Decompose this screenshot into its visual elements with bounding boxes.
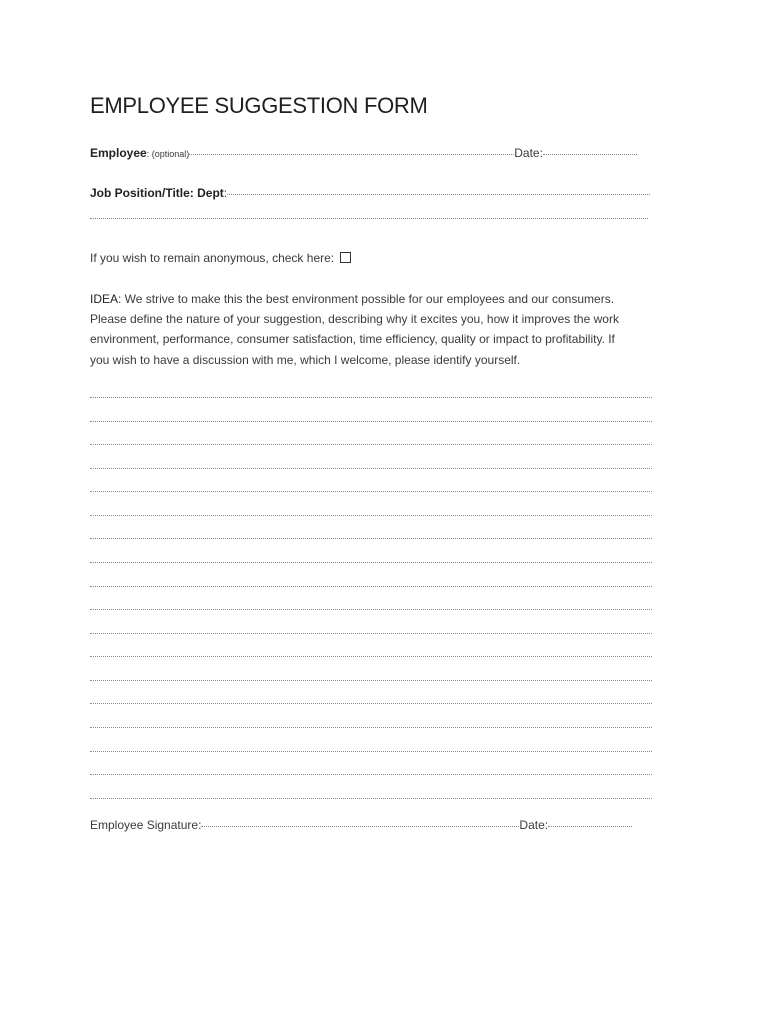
form-title: EMPLOYEE SUGGESTION FORM: [90, 93, 428, 118]
response-line[interactable]: [90, 538, 652, 539]
response-line[interactable]: [90, 444, 652, 445]
job-position-label: Job Position/Title: Dept: [90, 186, 224, 200]
anonymous-checkbox[interactable]: [340, 252, 351, 263]
response-line[interactable]: [90, 491, 652, 492]
response-line[interactable]: [90, 633, 652, 634]
response-line[interactable]: [90, 397, 652, 398]
idea-description: : We strive to make this the best environment possible for our employees and our consumers. Please define the nature of your suggestion, describing why it excites you, how it improves the work environment, performance, consumer satisfaction, time efficiency, quality or impact to profitability. If you wish to have a discussion with me, which I welcome, please identify yourself.: [90, 292, 619, 367]
response-line[interactable]: [90, 680, 652, 681]
job-position-colon: :: [223, 186, 228, 200]
date-label: Date:: [514, 146, 543, 160]
job-position-field[interactable]: [227, 194, 650, 195]
anonymous-label: If you wish to remain anonymous, check here:: [90, 251, 335, 265]
job-position-field-line-2[interactable]: [90, 218, 648, 219]
response-line[interactable]: [90, 703, 652, 704]
signature-row: [90, 818, 632, 832]
date-field[interactable]: [543, 154, 637, 155]
signature-date-field[interactable]: [548, 826, 632, 827]
response-line[interactable]: [90, 468, 652, 469]
response-line[interactable]: [90, 656, 652, 657]
employee-row: [90, 146, 637, 160]
anonymous-row: [90, 251, 351, 265]
job-row: [90, 186, 650, 200]
signature-field[interactable]: [201, 826, 519, 827]
response-line[interactable]: [90, 586, 652, 587]
employee-optional-note: : (optional): [146, 149, 190, 159]
employee-name-field[interactable]: [189, 154, 514, 155]
response-line[interactable]: [90, 727, 652, 728]
signature-date-label: Date:: [519, 818, 549, 832]
response-line[interactable]: [90, 774, 652, 775]
idea-paragraph: [90, 289, 635, 370]
signature-label: Employee Signature:: [90, 818, 202, 832]
response-line[interactable]: [90, 609, 652, 610]
response-line[interactable]: [90, 798, 652, 799]
response-line[interactable]: [90, 421, 652, 422]
employee-label: Employee: [90, 146, 147, 160]
response-line[interactable]: [90, 562, 652, 563]
response-line[interactable]: [90, 751, 652, 752]
response-line[interactable]: [90, 515, 652, 516]
idea-label: IDEA: [90, 292, 119, 306]
